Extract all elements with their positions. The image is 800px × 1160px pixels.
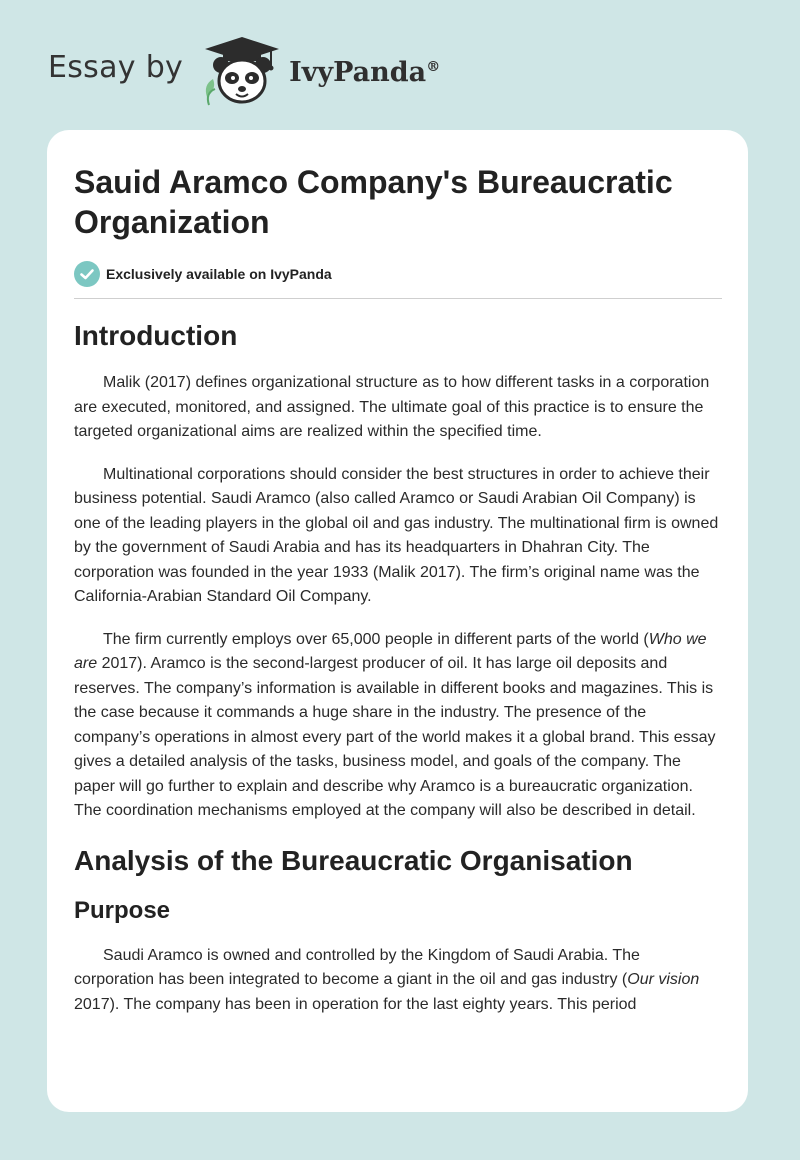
- essay-by-label: Essay by: [48, 49, 184, 85]
- title-divider: [74, 298, 722, 299]
- paragraph-4-text-b: 2017). The company has been in operation for the last eighty years. This period: [74, 995, 637, 1013]
- paragraph-3-text-b: 2017). Aramco is the second-largest producer of oil. It has large oil deposits and reserves. The company’s information is available in different books and magazines. This is the case because it commands a huge share in the industry. The presence of the company’s operations in almost every part of the world makes it a global brand. This essay gives a detailed analysis of the tasks, business model, and goals of the company. The paper will go further to explain and describe why Aramco is a bureaucratic organization. The coordination mechanisms employed at the company will also be described in detail.: [74, 655, 716, 819]
- paragraph-2: Multinational corporations should consider the best structures in order to achieve their business potential. Saudi Aramco (also called Aramco or Saudi Arabian Oil Company) is one of the leading players in the global oil and gas industry. The multinational firm is owned by the government of Saudi Arabia and has its headquarters in Dhahran City. The corporation was founded in the year 1933 (Malik 2017). The firm’s original name was the California-Arabian Standard Oil Company.: [74, 465, 719, 605]
- purpose-heading: Purpose: [74, 896, 171, 924]
- citation-who-we-are: Who we are: [74, 630, 707, 672]
- paragraph-4: [74, 944, 722, 1018]
- registered-mark: ®: [426, 58, 441, 75]
- article-card: [47, 130, 748, 1112]
- exclusive-badge-label: Exclusively available on IvyPanda: [106, 266, 332, 282]
- paragraph-3-text-a: The firm currently employs over 65,000 people in different parts of the world (: [103, 630, 649, 648]
- site-header: [48, 36, 440, 106]
- brand-logo-text[interactable]: [289, 57, 440, 88]
- paragraph-1: Malik (2017) defines organizational structure as to how different tasks in a corporation are executed, monitored, and assigned. The ultimate goal of this practice is to ensure the targeted organizational aims are realized within the specified time.: [74, 374, 710, 440]
- paragraph-3: [74, 628, 722, 824]
- paragraph-4-text-a: Saudi Aramco is owned and controlled by the Kingdom of Saudi Arabia. The corporation has been integrated to become a giant in the oil and gas industry (: [74, 946, 640, 988]
- checkmark-circle-icon: [74, 261, 100, 287]
- panda-graduate-logo-icon[interactable]: [201, 35, 283, 107]
- introduction-heading: Introduction: [74, 320, 238, 351]
- page-title: Sauid Aramco Company's Bureaucratic Organization: [74, 164, 673, 240]
- analysis-heading: Analysis of the Bureaucratic Organisation: [74, 844, 633, 876]
- citation-our-vision: Our vision: [627, 971, 700, 988]
- brand-name: IvyPanda: [289, 56, 427, 88]
- exclusive-badge: [74, 260, 722, 288]
